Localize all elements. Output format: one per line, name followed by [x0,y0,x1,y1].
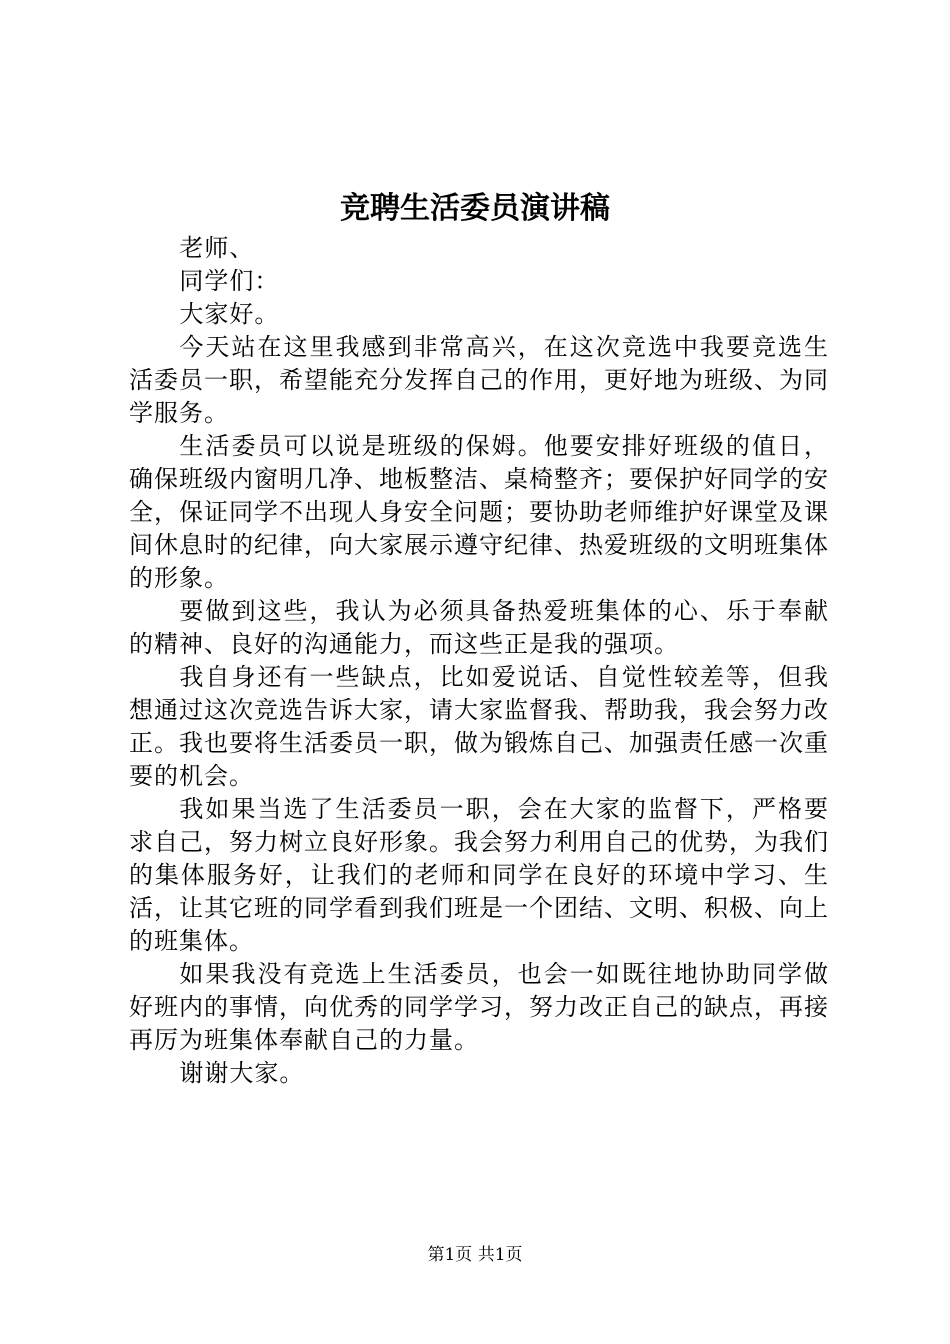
page-footer: 第1页 共1页 [427,1245,523,1265]
paragraph-strengths: 要做到这些，我认为必须具备热爱班集体的心、乐于奉献的精神、良好的沟通能力，而这些正是我的强项。 [129,597,829,658]
greeting: 大家好。 [179,300,280,328]
paragraph-weaknesses: 我自身还有一些缺点，比如爱说话、自觉性较差等，但我想通过这次竞选告诉大家，请大家监督我、帮助我，我会努力改正。我也要将生活委员一职，做为锻炼自己、加强责任感一次重要的机会。 [129,663,829,790]
document-title: 竞聘生活委员演讲稿 [340,191,610,226]
closing-thanks: 谢谢大家。 [179,1059,305,1087]
paragraph-duties: 生活委员可以说是班级的保姆。他要安排好班级的值日，确保班级内窗明几净、地板整洁、桌椅整齐；要保护好同学的安全，保证同学不出现人身安全问题；要协助老师维护好课堂及课间休息时的纪律，向大家展示遵守纪律、热爱班级的文明班集体的形象。 [129,432,829,592]
paragraph-intro: 今天站在这里我感到非常高兴，在这次竞选中我要竞选生活委员一职，希望能充分发挥自己的作用，更好地为班级、为同学服务。 [129,333,829,427]
salutation-students: 同学们： [179,267,280,295]
salutation-teacher: 老师、 [179,234,255,262]
document-body [129,232,829,1090]
paragraph-if-elected: 我如果当选了生活委员一职，会在大家的监督下，严格要求自己，努力树立良好形象。我会努力利用自己的优势，为我们的集体服务好，让我们的老师和同学在良好的环境中学习、生活，让其它班的同学看到我们班是一个团结、文明、积极、向上的班集体。 [129,795,829,955]
paragraph-if-not-elected: 如果我没有竞选上生活委员，也会一如既往地协助同学做好班内的事情，向优秀的同学学习，努力改正自己的缺点，再接再厉为班集体奉献自己的力量。 [129,960,829,1054]
